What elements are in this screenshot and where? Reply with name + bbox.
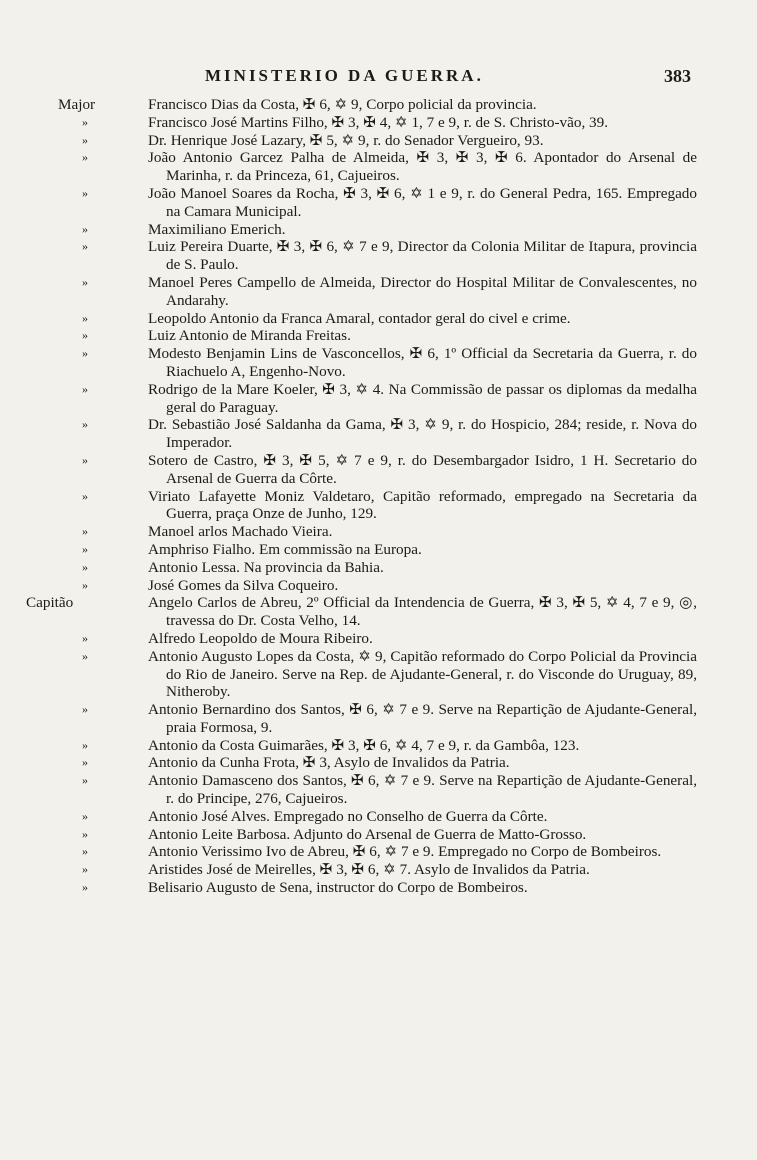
entry-text: Francisco José Martins Filho, ✠ 3, ✠ 4, ✡ 1, 7 e 9, r. de S. Christo-vão, 39. xyxy=(148,113,609,131)
entry-text: Alfredo Leopoldo de Moura Ribeiro. xyxy=(148,629,373,647)
entry-text: Luiz Pereira Duarte, ✠ 3, ✠ 6, ✡ 7 e 9, Director da Colonia Militar de Itapura, provincia de S. Paulo. xyxy=(148,238,697,274)
list-item xyxy=(0,488,757,524)
entry-text: Antonio Bernardino dos Santos, ✠ 6, ✡ 7 e 9. Serve na Repartição de Ajudante-General, praia Formosa, 9. xyxy=(148,701,697,736)
rank-label: » xyxy=(82,577,88,592)
entry-text: Angelo Carlos de Abreu, 2º Official da Intendencia de Guerra, ✠ 3, ✠ 5, ✡ 4, 7 e 9, ◎, travessa do Dr. Costa Velho, 14. xyxy=(148,594,697,630)
entry-text: Dr. Sebastião José Saldanha da Gama, ✠ 3, ✡ 9, r. do Hospicio, 284; reside, r. Nova do Imperador. xyxy=(148,416,697,452)
entry-text: Maximiliano Emerich. xyxy=(148,220,286,238)
list-item xyxy=(0,559,757,577)
entry-text: Luiz Antonio de Miranda Freitas. xyxy=(148,327,351,345)
entry-text: Rodrigo de la Mare Koeler, ✠ 3, ✡ 4. Na Commissão de passar os diplomas da medalha geral do Paraguay. xyxy=(148,380,697,416)
list-item xyxy=(0,541,757,559)
entry-text: Belisario Augusto de Sena, instructor do Corpo de Bombeiros. xyxy=(148,879,528,897)
rank-label: Capitão xyxy=(26,594,74,612)
list-item xyxy=(0,185,757,221)
rank-label: » xyxy=(82,185,88,200)
list-item xyxy=(0,452,757,488)
rank-label: » xyxy=(82,844,88,859)
rank-label: » xyxy=(82,452,88,467)
rank-label: » xyxy=(82,150,88,165)
page-header xyxy=(0,66,757,96)
entry-text: Francisco Dias da Costa, ✠ 6, ✡ 9, Corpo policial da provincia. xyxy=(148,96,537,113)
entry-text: João Manoel Soares da Rocha, ✠ 3, ✠ 6, ✡ 1 e 9, r. do General Pedra, 165. Empregado na Camara Municipal. xyxy=(148,184,697,220)
rank-label: » xyxy=(82,862,88,877)
rank-label: » xyxy=(82,328,88,343)
rank-label: » xyxy=(82,381,88,396)
rank-label: » xyxy=(82,808,88,823)
rank-label: » xyxy=(82,417,88,432)
list-item xyxy=(0,132,757,150)
list-item xyxy=(0,114,757,132)
rank-label: » xyxy=(82,310,88,325)
list-item xyxy=(0,96,757,114)
list-item xyxy=(0,772,757,808)
entry-text: José Gomes da Silva Coqueiro. xyxy=(148,576,339,594)
entry-text: Antonio da Costa Guimarães, ✠ 3, ✠ 6, ✡ 4, 7 e 9, r. da Gambôa, 123. xyxy=(148,736,580,754)
rank-label: » xyxy=(82,274,88,289)
entry-text: Antonio Verissimo Ivo de Abreu, ✠ 6, ✡ 7 e 9. Empregado no Corpo de Bombeiros. xyxy=(148,843,662,861)
rank-label: » xyxy=(82,221,88,236)
page-number: 383 xyxy=(664,66,691,86)
entry-text: Antonio da Cunha Frota, ✠ 3, Asylo de Invalidos da Patria. xyxy=(148,754,510,772)
rank-label: » xyxy=(82,755,88,770)
list-item xyxy=(0,221,757,239)
list-item xyxy=(0,327,757,345)
rank-label: » xyxy=(82,630,88,645)
list-item xyxy=(0,345,757,381)
rank-label: » xyxy=(82,524,88,539)
entry-text: Antonio Leite Barbosa. Adjunto do Arsenal de Guerra de Matto-Grosso. xyxy=(148,825,587,843)
list-item xyxy=(0,149,757,185)
list-item xyxy=(0,630,757,648)
entry-text: Leopoldo Antonio da Franca Amaral, contador geral do civel e crime. xyxy=(148,309,571,327)
list-item xyxy=(0,826,757,844)
entry-text: Amphriso Fialho. Em commissão na Europa. xyxy=(148,540,422,558)
list-item xyxy=(0,310,757,328)
rank-label: » xyxy=(82,702,88,717)
entry-text: Manoel arlos Machado Vieira. xyxy=(148,523,333,541)
entry-text: Antonio Lessa. Na provincia da Bahia. xyxy=(148,558,384,576)
list-item xyxy=(0,416,757,452)
rank-label: » xyxy=(82,826,88,841)
entry-text: João Antonio Garcez Palha de Almeida, ✠ 3, ✠ 3, ✠ 6. Apontador do Arsenal de Marinha, r. da Princeza, 61, Cajueiros. xyxy=(148,149,697,185)
list-item xyxy=(0,808,757,826)
rank-label: » xyxy=(82,346,88,361)
list-item xyxy=(0,594,757,630)
list-item xyxy=(0,238,757,274)
rank-label: » xyxy=(82,488,88,503)
rank-label: » xyxy=(82,648,88,663)
list-item xyxy=(0,861,757,879)
list-item xyxy=(0,754,757,772)
list-item xyxy=(0,737,757,755)
list-item xyxy=(0,274,757,310)
entry-text: Viriato Lafayette Moniz Valdetaro, Capitão reformado, empregado na Secretaria da Guerra, praça Onze de Junho, 129. xyxy=(148,487,697,523)
rank-label: » xyxy=(82,559,88,574)
rank-label: Major xyxy=(58,96,96,113)
list-item xyxy=(0,577,757,595)
rank-label: » xyxy=(82,239,88,254)
entry-text: Antonio José Alves. Empregado no Conselho de Guerra da Côrte. xyxy=(148,807,548,825)
rank-label: » xyxy=(82,132,88,147)
list-item xyxy=(0,879,757,897)
entry-text: Dr. Henrique José Lazary, ✠ 5, ✡ 9, r. do Senador Vergueiro, 93. xyxy=(148,131,544,149)
list-item xyxy=(0,648,757,701)
rank-label: » xyxy=(82,114,88,129)
list-item xyxy=(0,381,757,417)
list-item xyxy=(0,523,757,541)
entry-text: Aristides José de Meirelles, ✠ 3, ✠ 6, ✡ 7. Asylo de Invalidos da Patria. xyxy=(148,861,590,879)
running-title: MINISTERIO DA GUERRA. xyxy=(205,66,484,85)
entry-text: Sotero de Castro, ✠ 3, ✠ 5, ✡ 7 e 9, r. do Desembargador Isidro, 1 H. Secretario do Arsenal de Guerra da Côrte. xyxy=(148,451,697,487)
entry-text: Antonio Damasceno dos Santos, ✠ 6, ✡ 7 e 9. Serve na Repartição de Ajudante-General, r. do Principe, 276, Cajueiros. xyxy=(148,772,697,808)
rank-label: » xyxy=(82,880,88,895)
rank-label: » xyxy=(82,541,88,556)
officer-list xyxy=(0,96,757,897)
entry-text: Antonio Augusto Lopes da Costa, ✡ 9, Capitão reformado do Corpo Policial da Provincia do Rio de Janeiro. Serve na Rep. de Ajudante-General, r. do Visconde do Uruguay, 89, Nitheroby. xyxy=(148,647,697,701)
entry-text: Modesto Benjamin Lins de Vasconcellos, ✠ 6, 1º Official da Secretaria da Guerra, r. do Riachuelo A, Engenho-Novo. xyxy=(148,345,697,380)
rank-label: » xyxy=(82,737,88,752)
rank-label: » xyxy=(82,773,88,788)
list-item xyxy=(0,843,757,861)
entry-text: Manoel Peres Campello de Almeida, Director do Hospital Militar de Convalescentes, no Andarahy. xyxy=(148,273,697,309)
list-item xyxy=(0,701,757,737)
